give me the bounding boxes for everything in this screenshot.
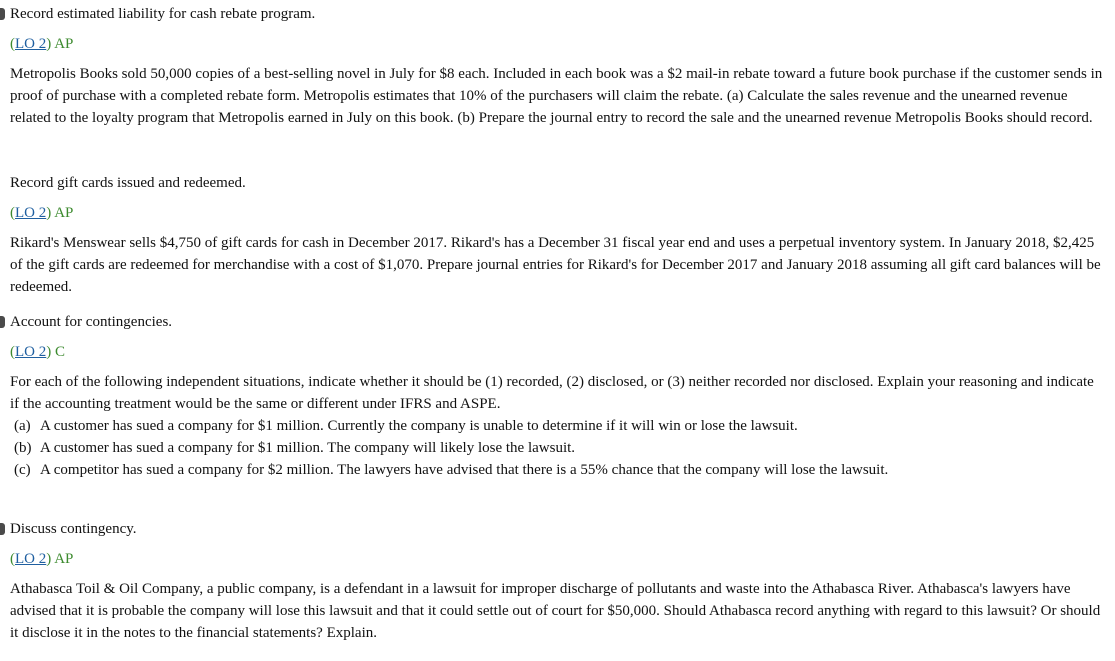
problem-description: For each of the following independent situations, indicate whether it should be (1) recorded, (2) disclosed, or (3) neither recorded nor disclosed. Explain your reasoning and indicate if the accounting treatment would be the same or different under IFRS and ASPE. (10, 374, 1094, 412)
lo-type: AP (54, 36, 74, 52)
problem-contingency-discussion (10, 518, 1106, 644)
lo-type: AP (54, 551, 74, 567)
problem-title: Account for contingencies. (10, 314, 173, 330)
problem-contingencies (10, 311, 1106, 481)
problem-title: Record estimated liability for cash rebate program. (10, 6, 316, 22)
learning-objective (10, 33, 1106, 55)
lo-type: C (55, 344, 66, 360)
item-text: A customer has sued a company for $1 million. The company will likely lose the lawsuit. (40, 440, 576, 456)
lo-link[interactable]: LO 2 (15, 36, 47, 52)
problem-description: Athabasca Toil & Oil Company, a public company, is a defendant in a lawsuit for improper discharge of pollutants and waste into the Athabasca River. Athabasca's lawyers have advised that it is probable the company will lose this lawsuit and that it could settle out of court for $50,000. Should Athabasca record anything with regard to this lawsuit? Or should it disclose it in the notes to the financial statements? Explain. (10, 581, 1101, 641)
lo-open-paren: ( (10, 551, 15, 567)
problem-edge-marker (0, 8, 5, 20)
lo-type: AP (54, 205, 74, 221)
lo-close-paren: ) (46, 205, 52, 221)
problem-gift-cards (10, 172, 1106, 298)
lo-open-paren: ( (10, 36, 15, 52)
problem-edge-marker (0, 316, 5, 328)
item-letter: (b) (14, 440, 32, 456)
lo-link[interactable]: LO 2 (15, 205, 47, 221)
item-letter: (a) (14, 418, 31, 434)
problem-rebate (10, 3, 1106, 129)
situation-list (10, 415, 1106, 481)
lo-open-paren: ( (10, 344, 15, 360)
item-text: A customer has sued a company for $1 million. Currently the company is unable to determine if it will win or lose the lawsuit. (40, 418, 798, 434)
list-item (14, 415, 1106, 437)
problem-edge-marker (0, 523, 5, 535)
learning-objective (10, 202, 1106, 224)
item-text: A competitor has sued a company for $2 million. The lawyers have advised that there is a 55% chance that the company will lose the lawsuit. (40, 462, 889, 478)
lo-open-paren: ( (10, 205, 15, 221)
lo-close-paren: ) (46, 344, 52, 360)
problem-description: Metropolis Books sold 50,000 copies of a best-selling novel in July for $8 each. Included in each book was a $2 mail-in rebate toward a future book purchase if the customer sends in proof of purchase with a completed rebate form. Metropolis estimates that 10% of the purchasers will claim the rebate. (a) Calculate the sales revenue and the unearned revenue related to the loyalty program that Metropolis earned in July on this book. (b) Prepare the journal entry to record the sale and the unearned revenue Metropolis Books should record. (10, 66, 1103, 126)
learning-objective (10, 548, 1106, 570)
item-letter: (c) (14, 462, 31, 478)
lo-close-paren: ) (46, 551, 52, 567)
lo-link[interactable]: LO 2 (15, 344, 47, 360)
list-item (14, 437, 1106, 459)
problem-description: Rikard's Menswear sells $4,750 of gift cards for cash in December 2017. Rikard's has a December 31 fiscal year end and uses a perpetual inventory system. In January 2018, $2,425 of the gift cards are redeemed for merchandise with a cost of $1,070. Prepare journal entries for Rikard's for December 2017 and January 2018 assuming all gift card balances will be redeemed. (10, 235, 1101, 295)
lo-link[interactable]: LO 2 (15, 551, 47, 567)
lo-close-paren: ) (46, 36, 52, 52)
list-item (14, 459, 1106, 481)
problem-title: Record gift cards issued and redeemed. (10, 175, 246, 191)
learning-objective (10, 341, 1106, 363)
problem-title: Discuss contingency. (10, 521, 137, 537)
